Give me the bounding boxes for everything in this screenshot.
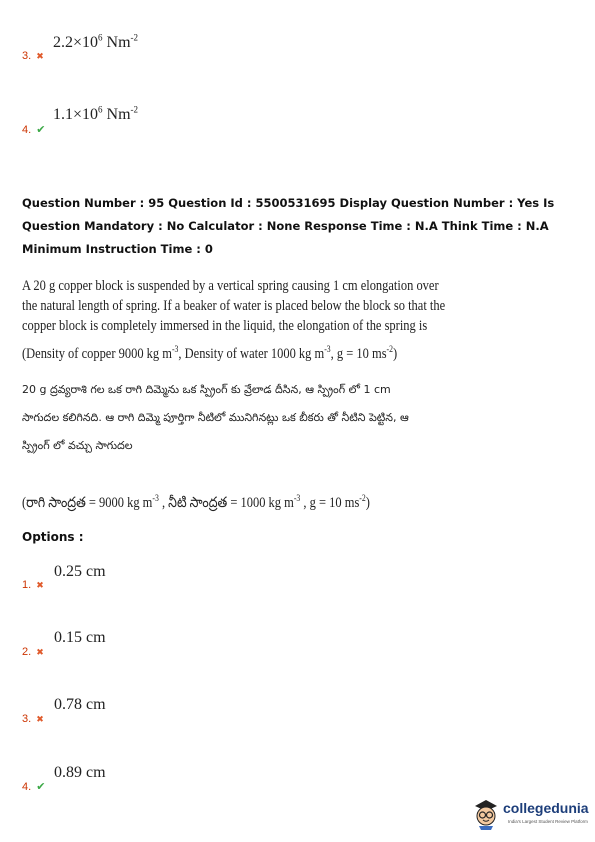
question-meta: Question Number : 95 Question Id : 5500531695 Display Question Number : Yes Is Question Mandatory : No Calculator : None Response Time : N.A Think Time : N.A Minimum Instruction Time : 0 <box>22 196 555 256</box>
question-line: the natural length of spring. If a beaker of water is placed below the block so that the <box>22 298 446 314</box>
density-line: (Density of copper 9000 kg $m^{-3}$, Density of water 1000 kg $m^{-3}$, g = 10 $ms^{-2}$) <box>22 344 398 362</box>
question-line: A 20 g copper block is suspended by a vertical spring causing 1 cm elongation over <box>22 278 439 294</box>
question-line: copper block is completely immersed in the liquid, the elongation of the spring is <box>22 318 428 334</box>
cross-icon: ✖ <box>36 52 44 62</box>
option-1-value[interactable]: 0.25 cm <box>54 563 106 580</box>
option-number: 4. <box>22 124 32 136</box>
option-number: 3. <box>22 50 32 62</box>
mascot-icon <box>472 796 500 830</box>
option-2[interactable] <box>22 640 44 659</box>
question-line: స్ప్రింగ్ లో వచ్చు సాగుదల <box>22 439 133 452</box>
prev-option-4 <box>22 118 46 137</box>
collegedunia-logo <box>472 796 590 832</box>
option-2-value[interactable]: 0.15 cm <box>54 629 106 646</box>
cross-icon: ✖ <box>36 581 44 591</box>
option-number: 2. <box>22 646 32 658</box>
question-line: 20 g ద్రవ్యరాశి గల ఒక రాగి దిమ్మెను ఒక స్ప్రింగ్ కు వ్రేలాడ దీసిన, ఆ స్ప్రింగ్ లో 1 cm <box>22 383 391 396</box>
option-4[interactable] <box>22 775 46 794</box>
prev-option-3 <box>22 44 44 63</box>
option-4-value[interactable]: 0.89 cm <box>54 764 106 781</box>
cross-icon: ✖ <box>36 715 44 725</box>
option-number: 4. <box>22 781 32 793</box>
question-text-en <box>22 276 555 364</box>
cross-icon: ✖ <box>36 648 44 658</box>
options-label: Options : <box>22 530 84 544</box>
option-number: 1. <box>22 579 32 591</box>
prev-option-3-value: $2.2\times 10^6$ $Nm^{-2}$ <box>53 32 139 51</box>
check-icon: ✔ <box>36 123 46 136</box>
density-line-te: (రాగి సాంద్రత = 9000 kg $m^{-3}$ , నీటి సాంద్రత = 1000 kg $m^{-3}$ , g = 10 $ms^{-2}$) <box>22 493 370 511</box>
logo-tagline: India's Largest Student Review Platform <box>508 819 588 824</box>
logo-name: collegedunia <box>503 800 589 816</box>
option-3-value[interactable]: 0.78 cm <box>54 696 106 713</box>
question-text-te <box>22 376 562 460</box>
option-1[interactable] <box>22 573 44 592</box>
option-3[interactable] <box>22 707 44 726</box>
question-line: సాగుదల కలిగినది. ఆ రాగి దిమ్మె పూర్తిగా నీటిలో మునిగినట్లు ఒక బీకరు తో నీటిని పెట్టిన, ఆ <box>22 411 409 424</box>
option-number: 3. <box>22 713 32 725</box>
prev-option-4-value: $1.1\times 10^6$ $Nm^{-2}$ <box>53 104 139 123</box>
check-icon: ✔ <box>36 780 46 793</box>
